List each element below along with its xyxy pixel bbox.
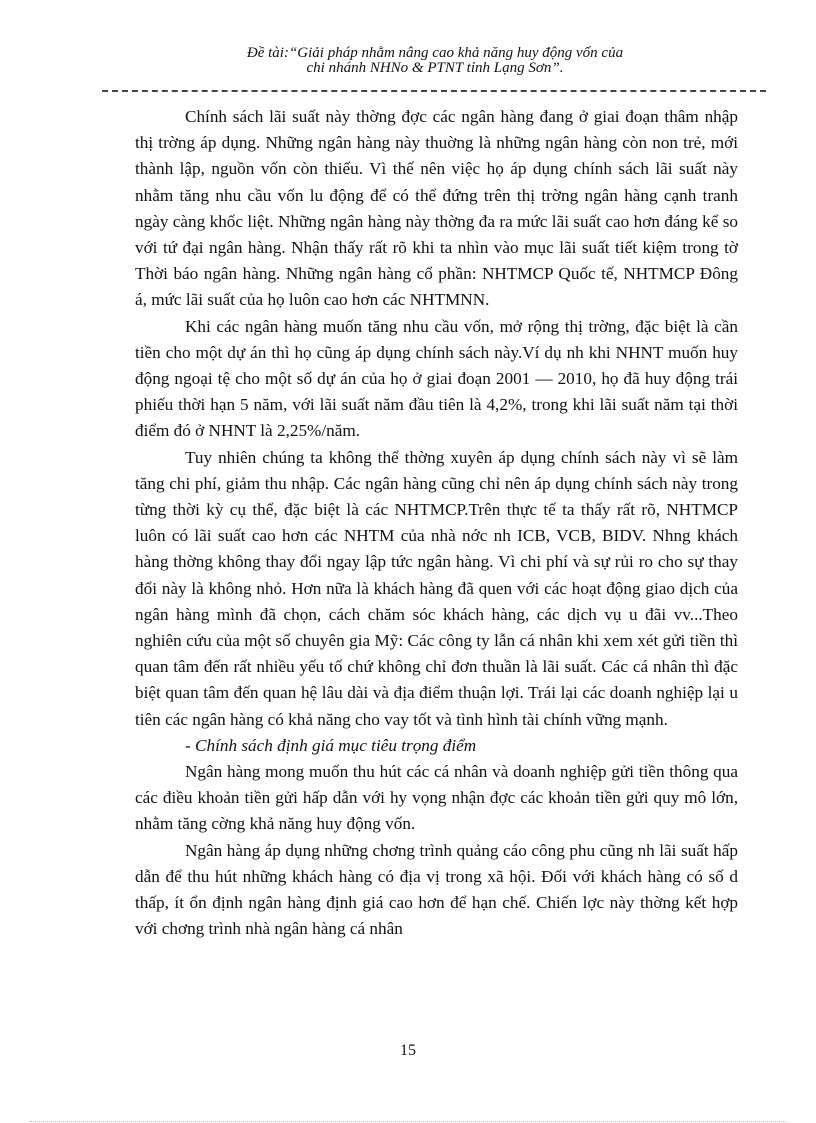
- page-bottom-divider: [30, 1121, 786, 1122]
- paragraph: Khi các ngân hàng muốn tăng nhu cầu vốn, mở rộng thị trờng, đặc biệt là cần tiền cho một dự án thì họ cũng áp dụng chính sách này.Ví dụ nh khi NHNT muốn huy động ngoại tệ cho một số dự án của họ ở giai đoạn 2001 — 2010, họ đã huy động trái phiếu thời hạn 5 năm, với lãi suất năm đầu tiên là 4,2%, trong khi lãi suất năm tại thời điểm đó ở NHNT là 2,25%/năm.: [135, 316, 738, 441]
- page-number: 15: [400, 1042, 416, 1059]
- page-body: [135, 104, 738, 943]
- document-header: [135, 46, 735, 76]
- header-divider: [102, 90, 766, 92]
- section-subheading: - Chính sách định giá mục tiêu trọng điểm: [185, 735, 477, 755]
- header-title-line-2: chi nhánh NHNo & PTNT tỉnh Lạng Sơn”.: [306, 60, 564, 76]
- paragraph: Ngân hàng mong muốn thu hút các cá nhân và doanh nghiệp gửi tiền thông qua các điều khoản tiền gửi hấp dẫn với hy vọng nhận đợc các khoản tiền gửi quy mô lớn, nhằm tăng cờng khả năng huy động vốn.: [135, 762, 738, 834]
- paragraph: Tuy nhiên chúng ta không thể thờng xuyên áp dụng chính sách này vì sẽ làm tăng chi phí, giảm thu nhập. Các ngân hàng cũng chỉ nên áp dụng chính sách này trong từng thời kỳ cụ thể, đặc biệt là các NHTMCP.Trên thực tế ta thấy rất rõ, NHTMCP luôn có lãi suất cao hơn các NHTM của nhà nớc nh ICB, VCB, BIDV. Nhng khách hàng thờng không thay đổi ngay lập tức ngân hàng. Vì chi phí và sự rủi ro cho sự thay đổi này là không nhỏ. Hơn nữa là khách hàng đã quen với các hoạt động giao dịch của ngân hàng mình đã chọn, cách chăm sóc khách hàng, các dịch vụ u đãi vv...Theo nghiên cứu của một số chuyên gia Mỹ: Các công ty lẫn cá nhân khi xem xét gửi tiền thì quan tâm đến rất nhiều yếu tố chứ không chỉ đơn thuần là lãi suất. Các cá nhân thì đặc biệt quan tâm đến quan hệ lâu dài và địa điểm thuận lợi. Trái lại các doanh nghiệp lại u tiên các ngân hàng có khả năng cho vay tốt và tình hình tài chính vững mạnh.: [135, 447, 738, 729]
- paragraph: Chính sách lãi suất này thờng đợc các ngân hàng đang ở giai đoạn thâm nhập thị trờng áp dụng. Những ngân hàng này thuờng là những ngân hàng còn non trẻ, mới thành lập, nguồn vốn còn thiếu. Vì thế nên việc họ áp dụng chính sách lãi suất này nhằm tăng nhu cầu vốn lu động để có thể đứng trên thị trờng ngân hàng cạnh tranh ngày càng khốc liệt. Những ngân hàng này thờng đa ra mức lãi suất cao hơn đáng kể so với tứ đại ngân hàng. Nhận thấy rất rõ khi ta nhìn vào mục lãi suất tiết kiệm trong tờ Thời báo ngân hàng. Những ngân hàng cổ phần: NHTMCP Quốc tế, NHTMCP Đông á, mức lãi suất của họ luôn cao hơn các NHTMNN.: [135, 107, 738, 310]
- paragraph: Ngân hàng áp dụng những chơng trình quảng cáo công phu cũng nh lãi suất hấp dẫn để thu hút những khách hàng có địa vị trong xã hội. Đối với khách hàng có số d thấp, ít ổn định ngân hàng định giá cao hơn để hạn chế. Chiến lợc này thờng kết hợp với chơng trình nhà ngân hàng cá nhân: [135, 840, 738, 939]
- header-title-line-1: Đề tài:“Giải pháp nhằm nâng cao khả năng huy động vốn của: [246, 45, 624, 61]
